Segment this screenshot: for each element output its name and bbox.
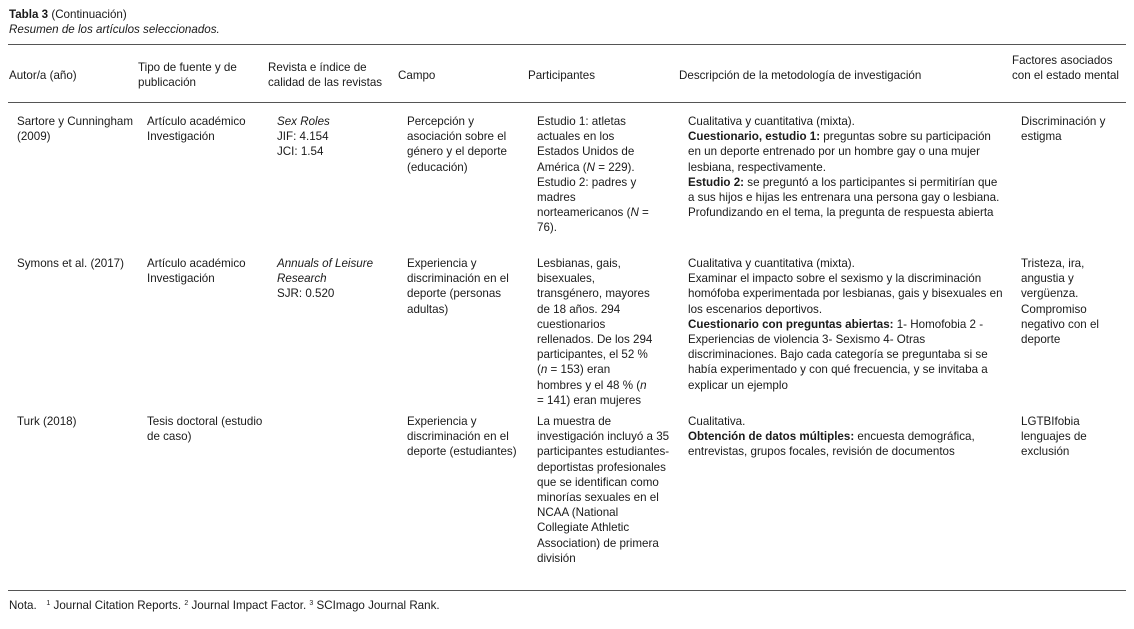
header-journal: Revista e índice de calidad de las revistas [268, 61, 383, 89]
row-type: Artículo académico Investigación [147, 115, 246, 144]
table-label: Tabla 3 [9, 8, 49, 21]
journal-index: JCI: 1.54 [277, 145, 324, 159]
row-factors: Discriminación y estigma [1021, 115, 1106, 144]
header-field: Campo [398, 69, 436, 82]
top-rule [8, 44, 1126, 45]
method-type: Cualitativa y cuantitativa (mixta). [688, 257, 855, 270]
header-type: Tipo de fuente y de publicación [138, 61, 237, 89]
journal-index: SJR: 0.520 [277, 287, 335, 301]
row-method: Cualitativa. Obtención de datos múltiples: encuesta demográfica, entrevistas, grupos focales, revisión de documentos [688, 414, 1006, 460]
method-type: Cualitativa. [688, 415, 746, 428]
bottom-rule [8, 590, 1126, 591]
header-participants: Participantes [528, 69, 596, 82]
row-participants: Lesbianas, gais, bisexuales, transgénero, mayores de 18 años. 294 cuestionarios rellenados. De los 294 participantes, el 52 % (n = 153) eran hombres y el 48 % (n = 141) eran mujeres [537, 257, 653, 407]
method-type: Cualitativa y cuantitativa (mixta). [688, 115, 855, 128]
header-rule [8, 102, 1126, 103]
row-field: Experiencia y discriminación en el deporte (personas adultas) [407, 257, 509, 316]
row-author: Symons et al. (2017) [17, 257, 124, 270]
journal-name: Annuals of Leisure Research [277, 257, 374, 286]
row-participants: Estudio 1: atletas actuales en los Estados Unidos de América (N = 229). Estudio 2: padres y madres norteamericanos (N = 76). [537, 115, 649, 235]
journal-index: JIF: 4.154 [277, 130, 329, 144]
row-field: Experiencia y discriminación en el deporte (estudiantes) [407, 415, 517, 459]
header-method: Descripción de la metodología de investigación [679, 69, 922, 82]
table-subtitle: Resumen de los artículos seleccionados. [9, 23, 220, 36]
table-caption [9, 7, 220, 37]
row-factors: Tristeza, ira, angustia y vergüenza. Compromiso negativo con el deporte [1021, 257, 1099, 347]
table-continuation: (Continuación) [51, 8, 127, 21]
row-field: Percepción y asociación sobre el género y el deporte (educación) [407, 115, 507, 174]
row-participants: La muestra de investigación incluyó a 35 participantes estudiantes-deportistas profesionales que se identifican como minorías sexuales en el NCAA (National Collegiate Athletic Association) de primera división [537, 415, 670, 565]
row-journal [277, 114, 395, 160]
header-author: Autor/a (año) [9, 69, 77, 82]
header-factors: Factores asociados con el estado mental [1012, 54, 1119, 82]
row-method: Cualitativa y cuantitativa (mixta). Examinar el impacto sobre el sexismo y la discriminación homófoba experimentada por lesbianas, gais y bisexuales en los escenarios deportivos. Cuestionario con preguntas abiertas: 1- Homofobia 2 -Experiencias de violencia 3- Sexismo 4- Otras discriminaciones. Bajo cada categoría se preguntaba si se había experimentado y con qué frecuencia, y se invitaba a explicar un ejemplo [688, 256, 1006, 393]
row-type: Tesis doctoral (estudio de caso) [147, 415, 263, 444]
journal-name: Sex Roles [277, 115, 330, 128]
row-factors: LGTBIfobia lenguajes de exclusión [1021, 415, 1087, 459]
row-journal [277, 256, 395, 302]
row-author: Turk (2018) [17, 415, 77, 428]
row-method: Cualitativa y cuantitativa (mixta). Cuestionario, estudio 1: preguntas sobre su participación en un deporte entrenado por un hombre gay o una mujer lesbiana, respectivamente. Estudio 2: se preguntó a los participantes si permitirían que a sus hijos e hijas les entrenara una persona gay o lesbiana. Profundizando en el tema, la pregunta de respuesta abierta [688, 114, 1006, 220]
table-note: Nota. $^1$ Journal Citation Reports. $^2$ Journal Impact Factor. $^3$ SCImago Journal Rank. [9, 599, 440, 612]
row-author: Sartore y Cunningham (2009) [17, 115, 133, 144]
row-type: Artículo académico Investigación [147, 257, 246, 286]
